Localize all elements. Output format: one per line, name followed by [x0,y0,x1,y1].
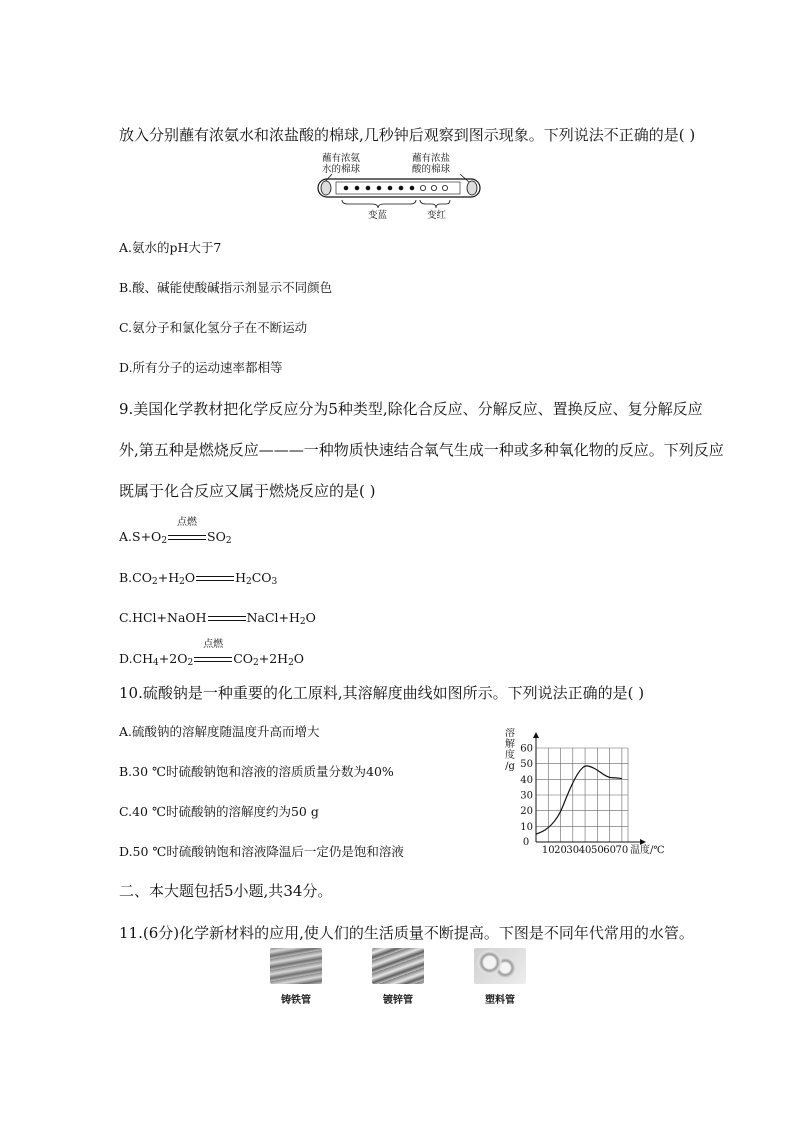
x-tick-label: 50 [590,845,604,856]
cast-iron-pipe-image [270,948,322,984]
q10-option-c: C.40 ℃时硫酸钠的溶解度约为50 g [119,804,319,819]
x-tick-label: 20 [554,845,567,856]
plastic-pipe-image [474,948,526,984]
q9-line3: 既属于化合反应又属于燃烧反应的是( ) [119,482,376,500]
left-cotton-ball [321,181,331,195]
reaction-arrow [193,639,233,666]
x-tick-label: 40 [578,845,592,856]
x-tick-label: 10 [541,845,555,856]
left-label-line2: 水的棉球 [322,164,361,175]
equals-sign [207,612,247,625]
y-axis-label: 溶 [505,728,515,739]
pipe-label-cast-iron: 铸铁管 [281,995,311,1006]
q9-line1: 9.美国化学教材把化学反应分为5种类型,除化合反应、分解反应、置换反应、复分解反应 [119,400,703,418]
x-axis-label: 温度/℃ [630,845,665,856]
indicator-dots [344,185,448,190]
q9-option-a: $A.S+O_2$ 点燃 $SO_2$ [119,517,232,546]
q11-stem: 11.(6分)化学新材料的应用,使人们的生活质量不断提高。下图是不同年代常用的水管。 [119,924,694,942]
q8-option-d: D.所有分子的运动速率都相等 [119,360,283,375]
reaction-arrow [167,517,207,544]
pipe-label-galvanized: 镀锌管 [383,995,413,1006]
pipe-label-plastic: 塑料管 [485,995,515,1006]
q9-option-c: C.HCl+NaOH $NaCl+H_2O$ [119,610,316,627]
q9-option-b: $B.CO_2+H_2O$ $H_2CO_3$ [119,570,278,587]
y-axis-arrow [533,732,539,738]
q9-line2: 外,第五种是燃烧反应———一种物质快速结合氧气生成一种或多种氧化物的反应。下列反应 [119,441,724,459]
q8-option-c: C.氨分子和氯化氢分子在不断运动 [119,320,308,335]
q10-option-d: D.50 ℃时硫酸钠饱和溶液降温后一定仍是饱和溶液 [119,844,404,859]
right-label-line2: 酸的棉球 [412,164,451,175]
y-tick-label: 20 [520,806,533,818]
q10-option-b: B.30 ℃时硫酸钠饱和溶液的溶质质量分数为40% [119,764,394,779]
right-label-line1: 蘸有浓盐 [412,153,451,164]
y-tick-label: 50 [520,759,533,771]
red-label: 变红 [427,210,447,220]
solubility-chart [500,728,680,856]
equals-sign [195,572,235,585]
solubility-curve [536,766,622,834]
q10-stem: 10.硫酸钠是一种重要的化工原料,其溶解度曲线如图所示。下列说法正确的是( ) [119,684,645,702]
origin-label: 0 [522,837,530,848]
galvanized-pipe-image [372,948,424,984]
condition-label: 点燃 [177,517,198,528]
y-tick-label: 30 [520,790,533,802]
x-tick-label: 30 [566,845,580,856]
condition-label: 点燃 [203,639,224,650]
section2-heading: 二、本大题包括5小题,共34分。 [119,882,333,900]
y-tick-label: 10 [520,821,533,833]
y-tick-label: 60 [520,743,533,755]
q9-option-d: $D.CH_4+2O_2$ 点燃 $CO_2+2H_2O$ [119,639,305,668]
q8-option-b: B.酸、碱能使酸碱指示剂显示不同颜色 [119,280,333,295]
q8-option-a: A.氨水的pH大于7 [119,240,222,255]
x-tick-label: 70 [615,845,629,856]
blue-label: 变蓝 [368,210,388,220]
y-axis-label: 解 [505,739,515,750]
right-cotton-ball [467,181,477,195]
x-tick-label: 60 [603,845,616,856]
y-tick-label: 40 [520,774,533,786]
q10-option-a: A.硫酸钠的溶解度随温度升高而增大 [119,724,320,739]
y-axis-label: /g [505,761,515,772]
y-axis-label: 度 [505,750,515,761]
diffusion-tube-figure [310,150,490,220]
q8-intro: 放入分别蘸有浓氨水和浓盐酸的棉球,几秒钟后观察到图示现象。下列说法不正确的是( ) [119,126,696,144]
left-label-line1: 蘸有浓氨 [322,153,361,164]
